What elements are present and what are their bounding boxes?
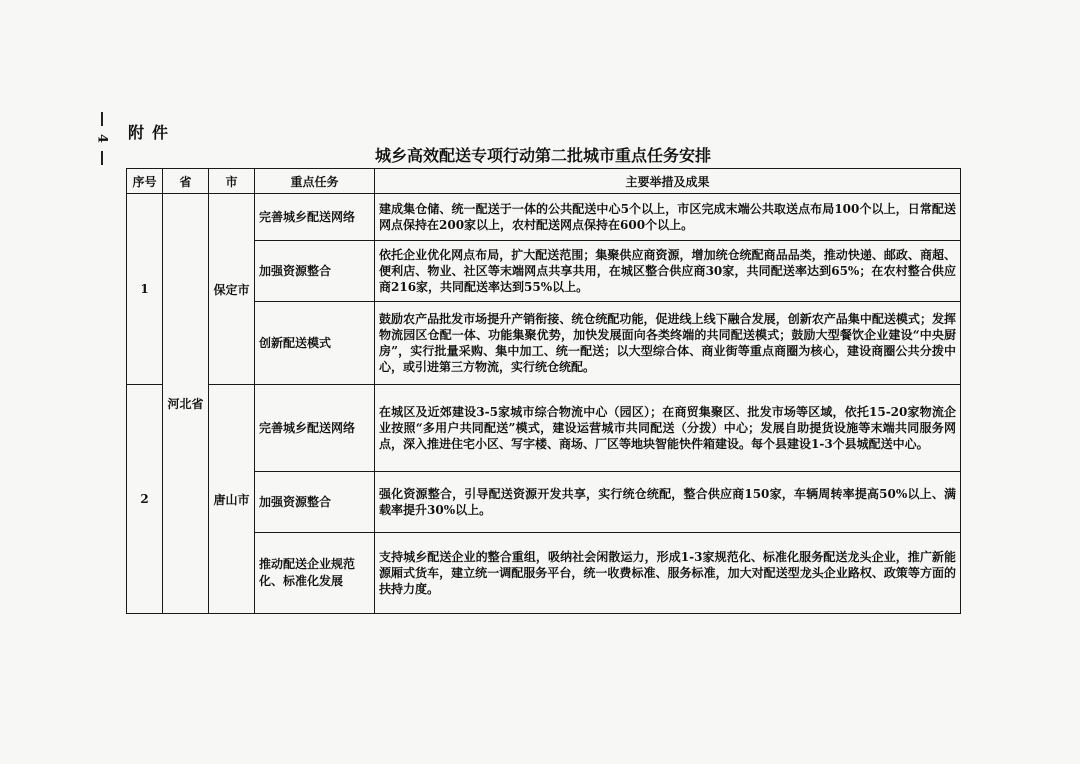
task-cell: 完善城乡配送网络 bbox=[255, 194, 375, 241]
page-number-bar-top bbox=[101, 112, 103, 126]
city-cell: 唐山市 bbox=[209, 385, 255, 614]
attachment-label: 附件 bbox=[128, 123, 177, 142]
page-number-bar-bottom bbox=[101, 151, 103, 165]
table-row bbox=[127, 194, 961, 241]
page-number: 4 bbox=[94, 133, 110, 144]
page-number-marker bbox=[92, 112, 112, 165]
task-cell: 创新配送模式 bbox=[255, 302, 375, 385]
header-seq: 序号 bbox=[127, 169, 163, 194]
table-header-row bbox=[127, 169, 961, 194]
detail-cell: 支持城乡配送企业的整合重组，吸纳社会闲散运力，形成1-3家规范化、标准化服务配送龙头企业，推广新能源厢式货车，建立统一调配服务平台，统一收费标准、服务标准，加大对配送型龙头企业路权、政策等方面的扶持力度。 bbox=[375, 533, 961, 614]
table-row bbox=[127, 385, 961, 472]
task-cell: 加强资源整合 bbox=[255, 472, 375, 533]
seq-cell: 1 bbox=[127, 194, 163, 385]
detail-cell: 强化资源整合，引导配送资源开发共享，实行统仓统配，整合供应商150家，车辆周转率提高50%以上、满载率提升30%以上。 bbox=[375, 472, 961, 533]
task-cell: 推动配送企业规范化、标准化发展 bbox=[255, 533, 375, 614]
seq-cell: 2 bbox=[127, 385, 163, 614]
header-task: 重点任务 bbox=[255, 169, 375, 194]
detail-cell: 在城区及近郊建设3-5家城市综合物流中心（园区）；在商贸集聚区、批发市场等区域，依托15-20家物流企业按照“多用户共同配送”模式，建设运营城市共同配送（分拨）中心；发展自助提货设施等末端共同服务网点，深入推进住宅小区、写字楼、商场、厂区等地块智能快件箱建设。每个县建设1-3个县城配送中心。 bbox=[375, 385, 961, 472]
detail-cell: 鼓励农产品批发市场提升产销衔接、统仓统配功能，促进线上线下融合发展，创新农产品集中配送模式；发挥物流园区仓配一体、功能集聚优势，加快发展面向各类终端的共同配送模式；鼓励大型餐饮企业建设“中央厨房”，实行批量采购、集中加工、统一配送；以大型综合体、商业街等重点商圈为核心，建设商圈公共分拨中心，或引进第三方物流，实行统仓统配。 bbox=[375, 302, 961, 385]
header-city: 市 bbox=[209, 169, 255, 194]
document-title: 城乡高效配送专项行动第二批城市重点任务安排 bbox=[374, 146, 711, 165]
header-province: 省 bbox=[163, 169, 209, 194]
detail-cell: 依托企业优化网点布局，扩大配送范围；集聚供应商资源，增加统仓统配商品品类，推动快递、邮政、商超、便利店、物业、社区等末端网点共享共用，在城区整合供应商30家，共同配送率达到65%；在农村整合供应商216家，共同配送率达到55%以上。 bbox=[375, 241, 961, 302]
detail-cell: 建成集仓储、统一配送于一体的公共配送中心5个以上，市区完成末端公共取送点布局100个以上，日常配送网点保持在200家以上，农村配送网点保持在600个以上。 bbox=[375, 194, 961, 241]
header-measures: 主要举措及成果 bbox=[375, 169, 961, 194]
task-cell: 完善城乡配送网络 bbox=[255, 385, 375, 472]
task-cell: 加强资源整合 bbox=[255, 241, 375, 302]
city-cell: 保定市 bbox=[209, 194, 255, 385]
task-table bbox=[126, 168, 961, 614]
province-cell: 河北省 bbox=[163, 194, 209, 614]
